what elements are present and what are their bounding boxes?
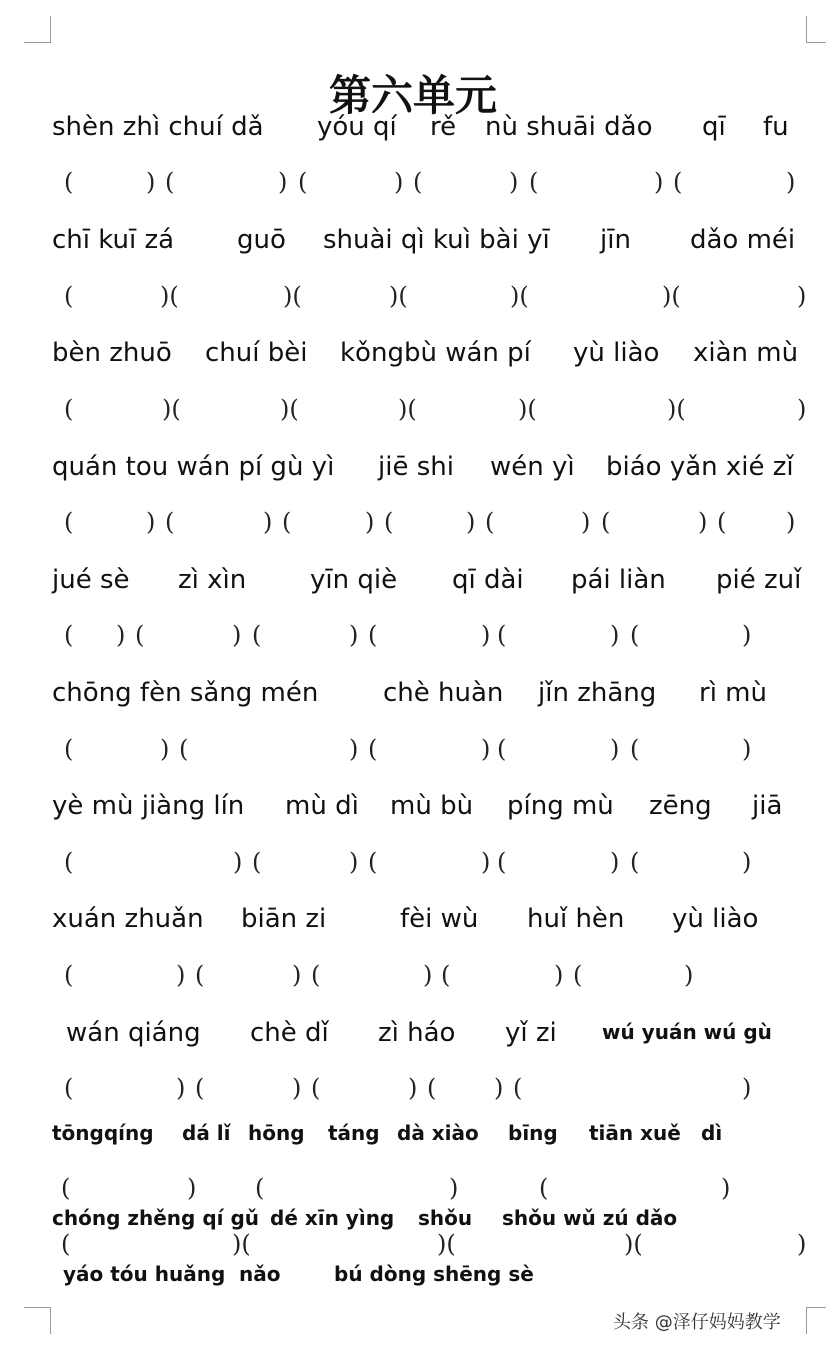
answer-blank-bracket: ): [449, 1174, 459, 1202]
watermark: 头条 @泽仔妈妈教学: [613, 1312, 781, 1333]
answer-blank-bracket: ): [146, 508, 156, 536]
answer-blank-bracket: (: [513, 1074, 523, 1102]
answer-blank-bracket: ): [278, 168, 288, 196]
answer-blank-bracket: ): [698, 508, 708, 536]
answer-blank-bracket: ): [481, 735, 491, 763]
answer-blank-bracket: ): [610, 735, 620, 763]
answer-blank-bracket: ): [466, 508, 476, 536]
pinyin-word: biān zi: [241, 904, 327, 934]
answer-blank-bracket: (: [64, 395, 74, 423]
answer-blank-bracket: (: [179, 735, 189, 763]
answer-blank-bracket: ): [786, 508, 796, 536]
answer-blank-bracket: (: [282, 508, 292, 536]
answer-blank-bracket: )(: [283, 282, 302, 310]
answer-blank-bracket: (: [413, 168, 423, 196]
answer-blank-bracket: ): [742, 621, 752, 649]
answer-blank-bracket: ): [423, 961, 433, 989]
pinyin-word: bèn zhuō: [52, 338, 172, 368]
answer-blank-bracket: ): [554, 961, 564, 989]
crop-mark-bottom-right: [806, 1307, 826, 1334]
pinyin-word: rě: [430, 112, 457, 142]
pinyin-word: yù liào: [672, 904, 759, 934]
answer-blank-bracket: ): [610, 848, 620, 876]
pinyin-word: wú yuán wú gù: [602, 1020, 772, 1044]
answer-blank-bracket: (: [573, 961, 583, 989]
pinyin-word: dì: [701, 1121, 723, 1145]
answer-blank-bracket: ): [176, 1074, 186, 1102]
answer-blank-bracket: (: [497, 735, 507, 763]
answer-blank-bracket: ): [263, 508, 273, 536]
pinyin-word: dǎo méi: [690, 225, 796, 255]
answer-blank-bracket: ): [742, 735, 752, 763]
answer-blank-bracket: ): [365, 508, 375, 536]
pinyin-word: chóng zhěng qí gǔ: [52, 1206, 260, 1230]
answer-blank-bracket: (: [497, 621, 507, 649]
answer-blank-bracket: )(: [162, 395, 181, 423]
pinyin-word: yù liào: [573, 338, 660, 368]
answer-blank-bracket: (: [64, 961, 74, 989]
pinyin-word: xuán zhuǎn: [52, 904, 204, 934]
pinyin-word: qī: [702, 112, 726, 142]
answer-blank-bracket: (: [61, 1230, 71, 1258]
pinyin-word: jīn: [600, 225, 631, 255]
answer-blank-bracket: ): [786, 168, 796, 196]
pinyin-word: rì mù: [699, 678, 767, 708]
pinyin-word: kǒngbù wán pí: [340, 338, 531, 368]
answer-blank-bracket: (: [165, 168, 175, 196]
answer-blank-bracket: ): [797, 282, 807, 310]
answer-blank-bracket: (: [368, 848, 378, 876]
answer-blank-bracket: (: [630, 735, 640, 763]
pinyin-word: shuài qì kuì bài yī: [323, 225, 550, 255]
answer-blank-bracket: ): [232, 621, 242, 649]
pinyin-word: chè huàn: [383, 678, 504, 708]
pinyin-word: bú dòng shēng sè: [334, 1262, 534, 1286]
pinyin-word: guō: [237, 225, 286, 255]
answer-blank-bracket: )(: [518, 395, 537, 423]
pinyin-word: quán tou wán pí gù yì: [52, 452, 335, 482]
answer-blank-bracket: (: [630, 848, 640, 876]
answer-blank-bracket: ): [233, 848, 243, 876]
answer-blank-bracket: ): [160, 735, 170, 763]
answer-blank-bracket: ): [610, 621, 620, 649]
answer-blank-bracket: (: [427, 1074, 437, 1102]
answer-blank-bracket: (: [311, 961, 321, 989]
answer-blank-bracket: (: [717, 508, 727, 536]
answer-blank-bracket: )(: [398, 395, 417, 423]
answer-blank-bracket: (: [601, 508, 611, 536]
answer-blank-bracket: (: [311, 1074, 321, 1102]
pinyin-word: zì xìn: [178, 565, 247, 595]
answer-blank-bracket: ): [742, 848, 752, 876]
pinyin-word: yáo tóu huǎng: [63, 1262, 226, 1286]
answer-blank-bracket: ): [481, 621, 491, 649]
answer-blank-bracket: (: [195, 1074, 205, 1102]
pinyin-word: yīn qiè: [310, 565, 398, 595]
pinyin-word: zì háo: [378, 1018, 456, 1048]
pinyin-word: biáo yǎn xié zǐ: [606, 452, 794, 482]
answer-blank-bracket: (: [298, 168, 308, 196]
answer-blank-bracket: (: [485, 508, 495, 536]
answer-blank-bracket: ): [494, 1074, 504, 1102]
answer-blank-bracket: ): [684, 961, 694, 989]
answer-blank-bracket: (: [135, 621, 145, 649]
answer-blank-bracket: (: [64, 1074, 74, 1102]
answer-blank-bracket: (: [673, 168, 683, 196]
pinyin-word: wán qiáng: [66, 1018, 201, 1048]
answer-blank-bracket: (: [64, 168, 74, 196]
answer-blank-bracket: ): [116, 621, 126, 649]
answer-blank-bracket: (: [61, 1174, 71, 1202]
pinyin-word: nǎo: [239, 1262, 281, 1286]
answer-blank-bracket: ): [349, 848, 359, 876]
pinyin-word: zēng: [649, 791, 712, 821]
answer-blank-bracket: )(: [160, 282, 179, 310]
pinyin-word: mù bù: [390, 791, 474, 821]
pinyin-word: yóu qí: [317, 112, 397, 142]
pinyin-word: tōngqíng: [52, 1121, 154, 1145]
pinyin-word: pié zuǐ: [716, 565, 802, 595]
answer-blank-bracket: (: [497, 848, 507, 876]
pinyin-word: píng mù: [507, 791, 614, 821]
pinyin-word: xiàn mù: [693, 338, 799, 368]
pinyin-word: táng: [328, 1121, 380, 1145]
answer-blank-bracket: (: [64, 508, 74, 536]
answer-blank-bracket: ): [742, 1074, 752, 1102]
answer-blank-bracket: )(: [437, 1230, 456, 1258]
answer-blank-bracket: (: [529, 168, 539, 196]
answer-blank-bracket: ): [394, 168, 404, 196]
pinyin-word: mù dì: [285, 791, 359, 821]
pinyin-word: chī kuī zá: [52, 225, 175, 255]
pinyin-word: pái liàn: [571, 565, 666, 595]
answer-blank-bracket: (: [252, 848, 262, 876]
answer-blank-bracket: (: [64, 621, 74, 649]
answer-blank-bracket: ): [797, 1230, 807, 1258]
answer-blank-bracket: (: [165, 508, 175, 536]
answer-blank-bracket: ): [349, 621, 359, 649]
pinyin-word: dá lǐ: [182, 1121, 231, 1145]
answer-blank-bracket: )(: [510, 282, 529, 310]
pinyin-word: qī dài: [452, 565, 524, 595]
crop-mark-top-right: [806, 16, 826, 43]
answer-blank-bracket: (: [539, 1174, 549, 1202]
answer-blank-bracket: ): [654, 168, 664, 196]
answer-blank-bracket: ): [481, 848, 491, 876]
answer-blank-bracket: ): [292, 961, 302, 989]
answer-blank-bracket: (: [252, 621, 262, 649]
answer-blank-bracket: ): [349, 735, 359, 763]
answer-blank-bracket: (: [630, 621, 640, 649]
pinyin-word: yè mù jiàng lín: [52, 791, 245, 821]
pinyin-word: chuí bèi: [205, 338, 308, 368]
pinyin-word: fu: [763, 112, 789, 142]
pinyin-word: jiē shi: [378, 452, 454, 482]
page-title: 第六单元: [328, 71, 497, 121]
pinyin-word: bīng: [508, 1121, 558, 1145]
pinyin-word: jǐn zhāng: [538, 678, 657, 708]
pinyin-word: chōng fèn sǎng mén: [52, 678, 319, 708]
answer-blank-bracket: (: [368, 735, 378, 763]
crop-mark-top-left: [24, 16, 51, 43]
answer-blank-bracket: ): [797, 395, 807, 423]
answer-blank-bracket: ): [292, 1074, 302, 1102]
answer-blank-bracket: ): [176, 961, 186, 989]
pinyin-word: chè dǐ: [250, 1018, 329, 1048]
pinyin-word: dé xīn yìng: [270, 1206, 395, 1230]
answer-blank-bracket: (: [64, 282, 74, 310]
pinyin-word: fèi wù: [400, 904, 479, 934]
pinyin-word: shǒu wǔ zú dǎo: [502, 1206, 678, 1230]
answer-blank-bracket: (: [368, 621, 378, 649]
answer-blank-bracket: (: [384, 508, 394, 536]
answer-blank-bracket: (: [195, 961, 205, 989]
answer-blank-bracket: (: [441, 961, 451, 989]
pinyin-word: dà xiào: [397, 1121, 479, 1145]
answer-blank-bracket: )(: [662, 282, 681, 310]
answer-blank-bracket: )(: [389, 282, 408, 310]
answer-blank-bracket: (: [64, 735, 74, 763]
answer-blank-bracket: ): [146, 168, 156, 196]
answer-blank-bracket: (: [255, 1174, 265, 1202]
pinyin-word: shèn zhì chuí dǎ: [52, 112, 264, 142]
pinyin-word: hōng: [248, 1121, 305, 1145]
answer-blank-bracket: )(: [667, 395, 686, 423]
answer-blank-bracket: ): [509, 168, 519, 196]
answer-blank-bracket: )(: [232, 1230, 251, 1258]
answer-blank-bracket: ): [187, 1174, 197, 1202]
pinyin-word: jiā: [752, 791, 783, 821]
pinyin-word: tiān xuě: [589, 1121, 681, 1145]
pinyin-word: wén yì: [490, 452, 575, 482]
answer-blank-bracket: )(: [280, 395, 299, 423]
pinyin-word: jué sè: [52, 565, 130, 595]
pinyin-word: nù shuāi dǎo: [485, 112, 653, 142]
pinyin-word: yǐ zi: [505, 1018, 557, 1048]
answer-blank-bracket: ): [581, 508, 591, 536]
answer-blank-bracket: )(: [624, 1230, 643, 1258]
answer-blank-bracket: ): [721, 1174, 731, 1202]
pinyin-word: huǐ hèn: [527, 904, 625, 934]
pinyin-word: shǒu: [418, 1206, 473, 1230]
answer-blank-bracket: ): [408, 1074, 418, 1102]
crop-mark-bottom-left: [24, 1307, 51, 1334]
answer-blank-bracket: (: [64, 848, 74, 876]
